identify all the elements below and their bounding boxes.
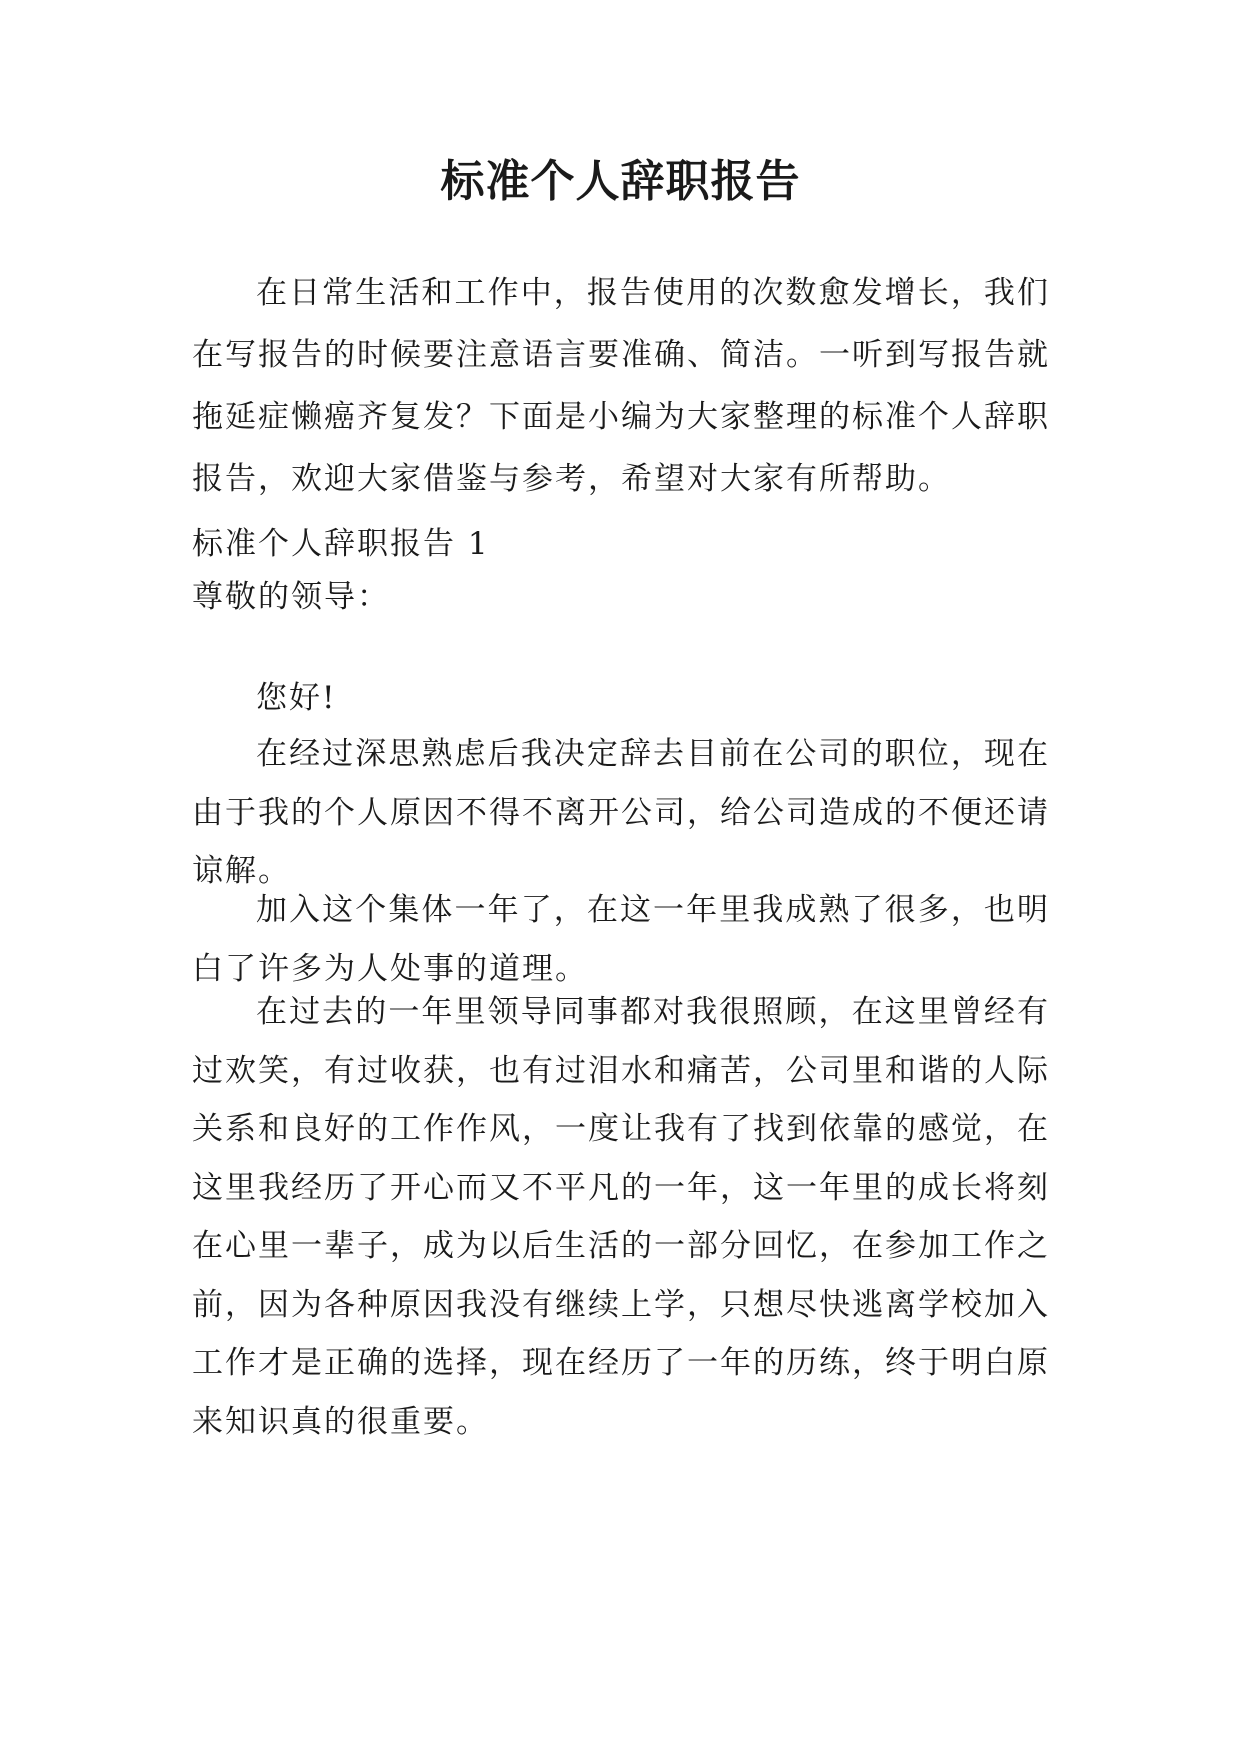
section-heading: 标准个人辞职报告 1 (192, 526, 490, 562)
document-title: 标准个人辞职报告 (440, 156, 801, 207)
body-paragraph: 在过去的一年里领导同事都对我很照顾，在这里曾经有过欢笑，有过收获，也有过泪水和痛苦，公司里和谐的人际关系和良好的工作作风，一度让我有了找到依靠的感觉，在这里我经历了开心而又不平凡的一年，这一年里的成长将刻在心里一辈子，成为以后生活的一部分回忆，在参加工作之前，因为各种原因我没有继续上学，只想尽快逃离学校加入工作才是正确的选择，现在经历了一年的历练，终于明白原来知识真的很重要。 (192, 994, 1050, 1440)
intro-paragraph: 在日常生活和工作中，报告使用的次数愈发增长，我们在写报告的时候要注意语言要准确、简洁。一听到写报告就拖延症懒癌齐复发？下面是小编为大家整理的标准个人辞职报告，欢迎大家借鉴与参考，希望对大家有所帮助。 (192, 275, 1050, 497)
greeting: 您好! (256, 680, 337, 716)
body-paragraph: 加入这个集体一年了，在这一年里我成熟了很多，也明白了许多为人处事的道理。 (192, 892, 1050, 987)
salutation: 尊敬的领导： (192, 579, 390, 615)
body-paragraph: 在经过深思熟虑后我决定辞去目前在公司的职位，现在由于我的个人原因不得不离开公司，给公司造成的不便还请谅解。 (192, 736, 1050, 889)
